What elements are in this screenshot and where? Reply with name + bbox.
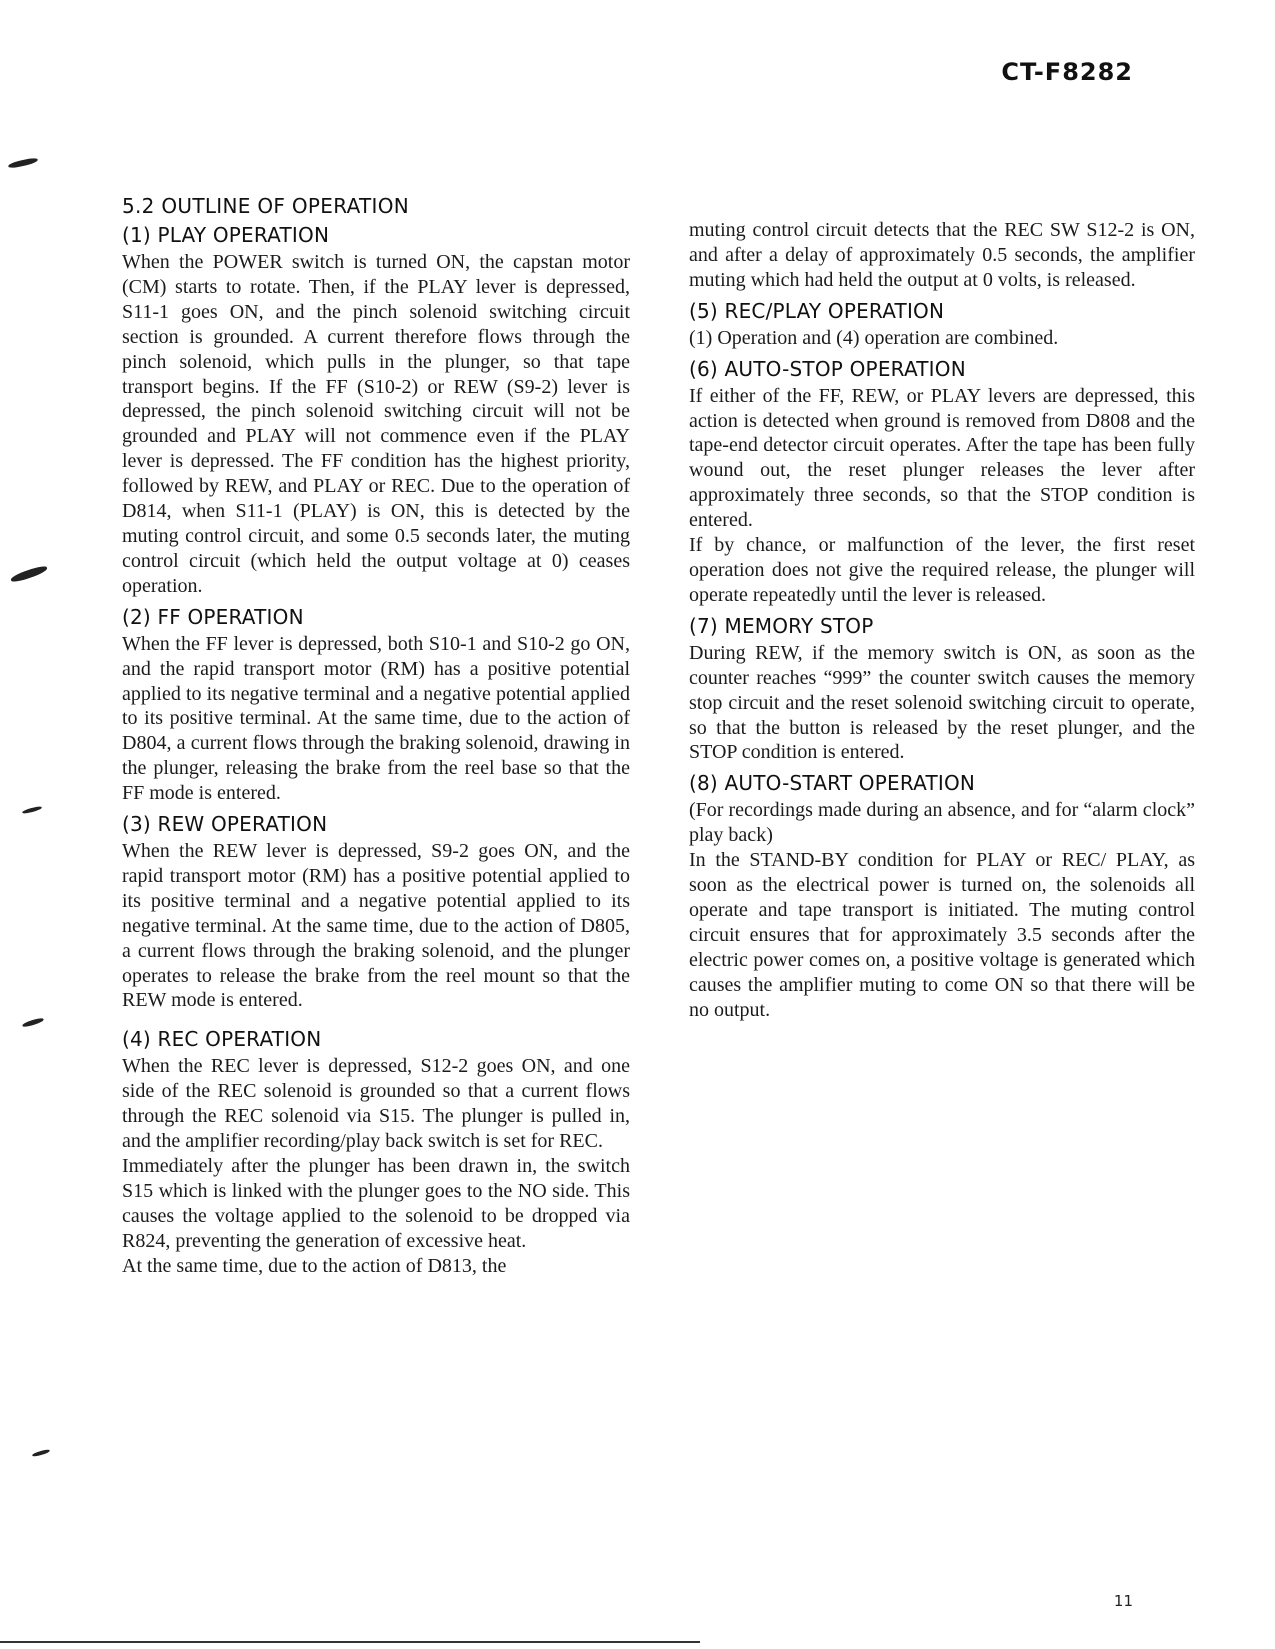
- paragraph: If either of the FF, REW, or PLAY levers are depressed, this action is detected when ground is removed from D808 and the tape-end detector circuit operates. After the tape has been fully wound out, the reset plunger releases the lever after approximately three seconds, so that the STOP condition is entered.: [689, 384, 1195, 532]
- section-title: 5.2 OUTLINE OF OPERATION: [122, 194, 410, 218]
- left-column: [122, 194, 630, 1279]
- bottom-rule: [0, 1641, 700, 1643]
- paragraph: During REW, if the memory switch is ON, as soon as the counter reaches “999” the counter switch causes the memory stop circuit and the reset solenoid switching circuit to operate, so that the button is released by the reset plunger, and the STOP condition is entered.: [689, 641, 1195, 764]
- paragraph: When the REW lever is depressed, S9-2 goes ON, and the rapid transport motor (RM) has a positive potential applied to its positive terminal and a negative potential applied to its negative terminal. At the same time, due to the action of D805, a current flows through the braking solenoid, and the plunger operates to release the brake from the reel mount so that the REW mode is entered.: [122, 840, 630, 1012]
- binding-mark: [32, 1449, 50, 1458]
- paragraph: (1) Operation and (4) operation are combined.: [689, 326, 1059, 349]
- heading-ff-operation: (2) FF OPERATION: [122, 604, 304, 629]
- binding-mark: [10, 564, 49, 583]
- paragraph: At the same time, due to the action of D813, the: [122, 1254, 507, 1277]
- heading-auto-stop-operation: (6) AUTO-STOP OPERATION: [689, 356, 966, 381]
- paragraph: Immediately after the plunger has been drawn in, the switch S15 which is linked with the plunger goes to the NO side. This causes the voltage applied to the solenoid to be dropped via R824, preventing the generation of excessive heat.: [122, 1155, 630, 1252]
- right-column: [689, 218, 1195, 1022]
- binding-mark: [22, 1017, 45, 1028]
- heading-memory-stop: (7) MEMORY STOP: [689, 613, 874, 638]
- binding-mark: [22, 806, 42, 815]
- paragraph-continuation: muting control circuit detects that the REC SW S12-2 is ON, and after a delay of approximately 0.5 seconds, the amplifier muting which had held the output at 0 volts, is released.: [689, 219, 1195, 291]
- paragraph: If by chance, or malfunction of the lever, the first reset operation does not give the required release, the plunger will operate repeatedly until the lever is released.: [689, 534, 1195, 606]
- page-number: 11: [1113, 1592, 1133, 1610]
- model-number: CT-F8282: [1001, 58, 1133, 86]
- paragraph: When the REC lever is depressed, S12-2 goes ON, and one side of the REC solenoid is grounded so that a current flows through the REC solenoid via S15. The plunger is pulled in, and the amplifier recording/play back switch is set for REC.: [122, 1055, 630, 1153]
- binding-mark: [8, 157, 39, 169]
- heading-rec-operation: (4) REC OPERATION: [122, 1027, 322, 1052]
- heading-rec-play-operation: (5) REC/PLAY OPERATION: [689, 298, 945, 323]
- paragraph: When the FF lever is depressed, both S10-1 and S10-2 go ON, and the rapid transport motor (RM) has a positive potential applied to its negative terminal and a negative potential applied to its positive terminal. At the same time, due to the action of D804, a current flows through the braking solenoid, drawing in the plunger, releasing the brake from the reel base so that the FF mode is entered.: [122, 632, 630, 805]
- heading-rew-operation: (3) REW OPERATION: [122, 812, 328, 837]
- heading-play-operation: (1) PLAY OPERATION: [122, 223, 330, 247]
- paragraph: (For recordings made during an absence, and for “alarm clock” play back): [689, 799, 1195, 847]
- heading-auto-start-operation: (8) AUTO-START OPERATION: [689, 771, 976, 796]
- paragraph: In the STAND-BY condition for PLAY or REC/ PLAY, as soon as the electrical power is turned on, the solenoids all operate and tape transport is initiated. The muting control circuit ensures that for approximately 3.5 seconds after the electric power comes on, a positive voltage is generated which causes the amplifier muting to come ON so that there will be no output.: [689, 849, 1195, 1021]
- paragraph: When the POWER switch is turned ON, the capstan motor (CM) starts to rotate. Then, if the PLAY lever is depressed, S11-1 goes ON, and the pinch solenoid switching circuit section is grounded. A current therefore flows through the pinch solenoid, which pulls in the plunger, so that tape transport begins. If the FF (S10-2) or REW (S9-2) lever is depressed, the pinch solenoid switching circuit will not be grounded and PLAY will not commence even if the PLAY lever is depressed. The FF condition has the highest priority, followed by REW, and PLAY or REC. Due to the operation of D814, when S11-1 (PLAY) is ON, this is detected by the muting control circuit, and some 0.5 seconds later, the muting control circuit (which held the output voltage at 0) ceases operation.: [122, 251, 630, 597]
